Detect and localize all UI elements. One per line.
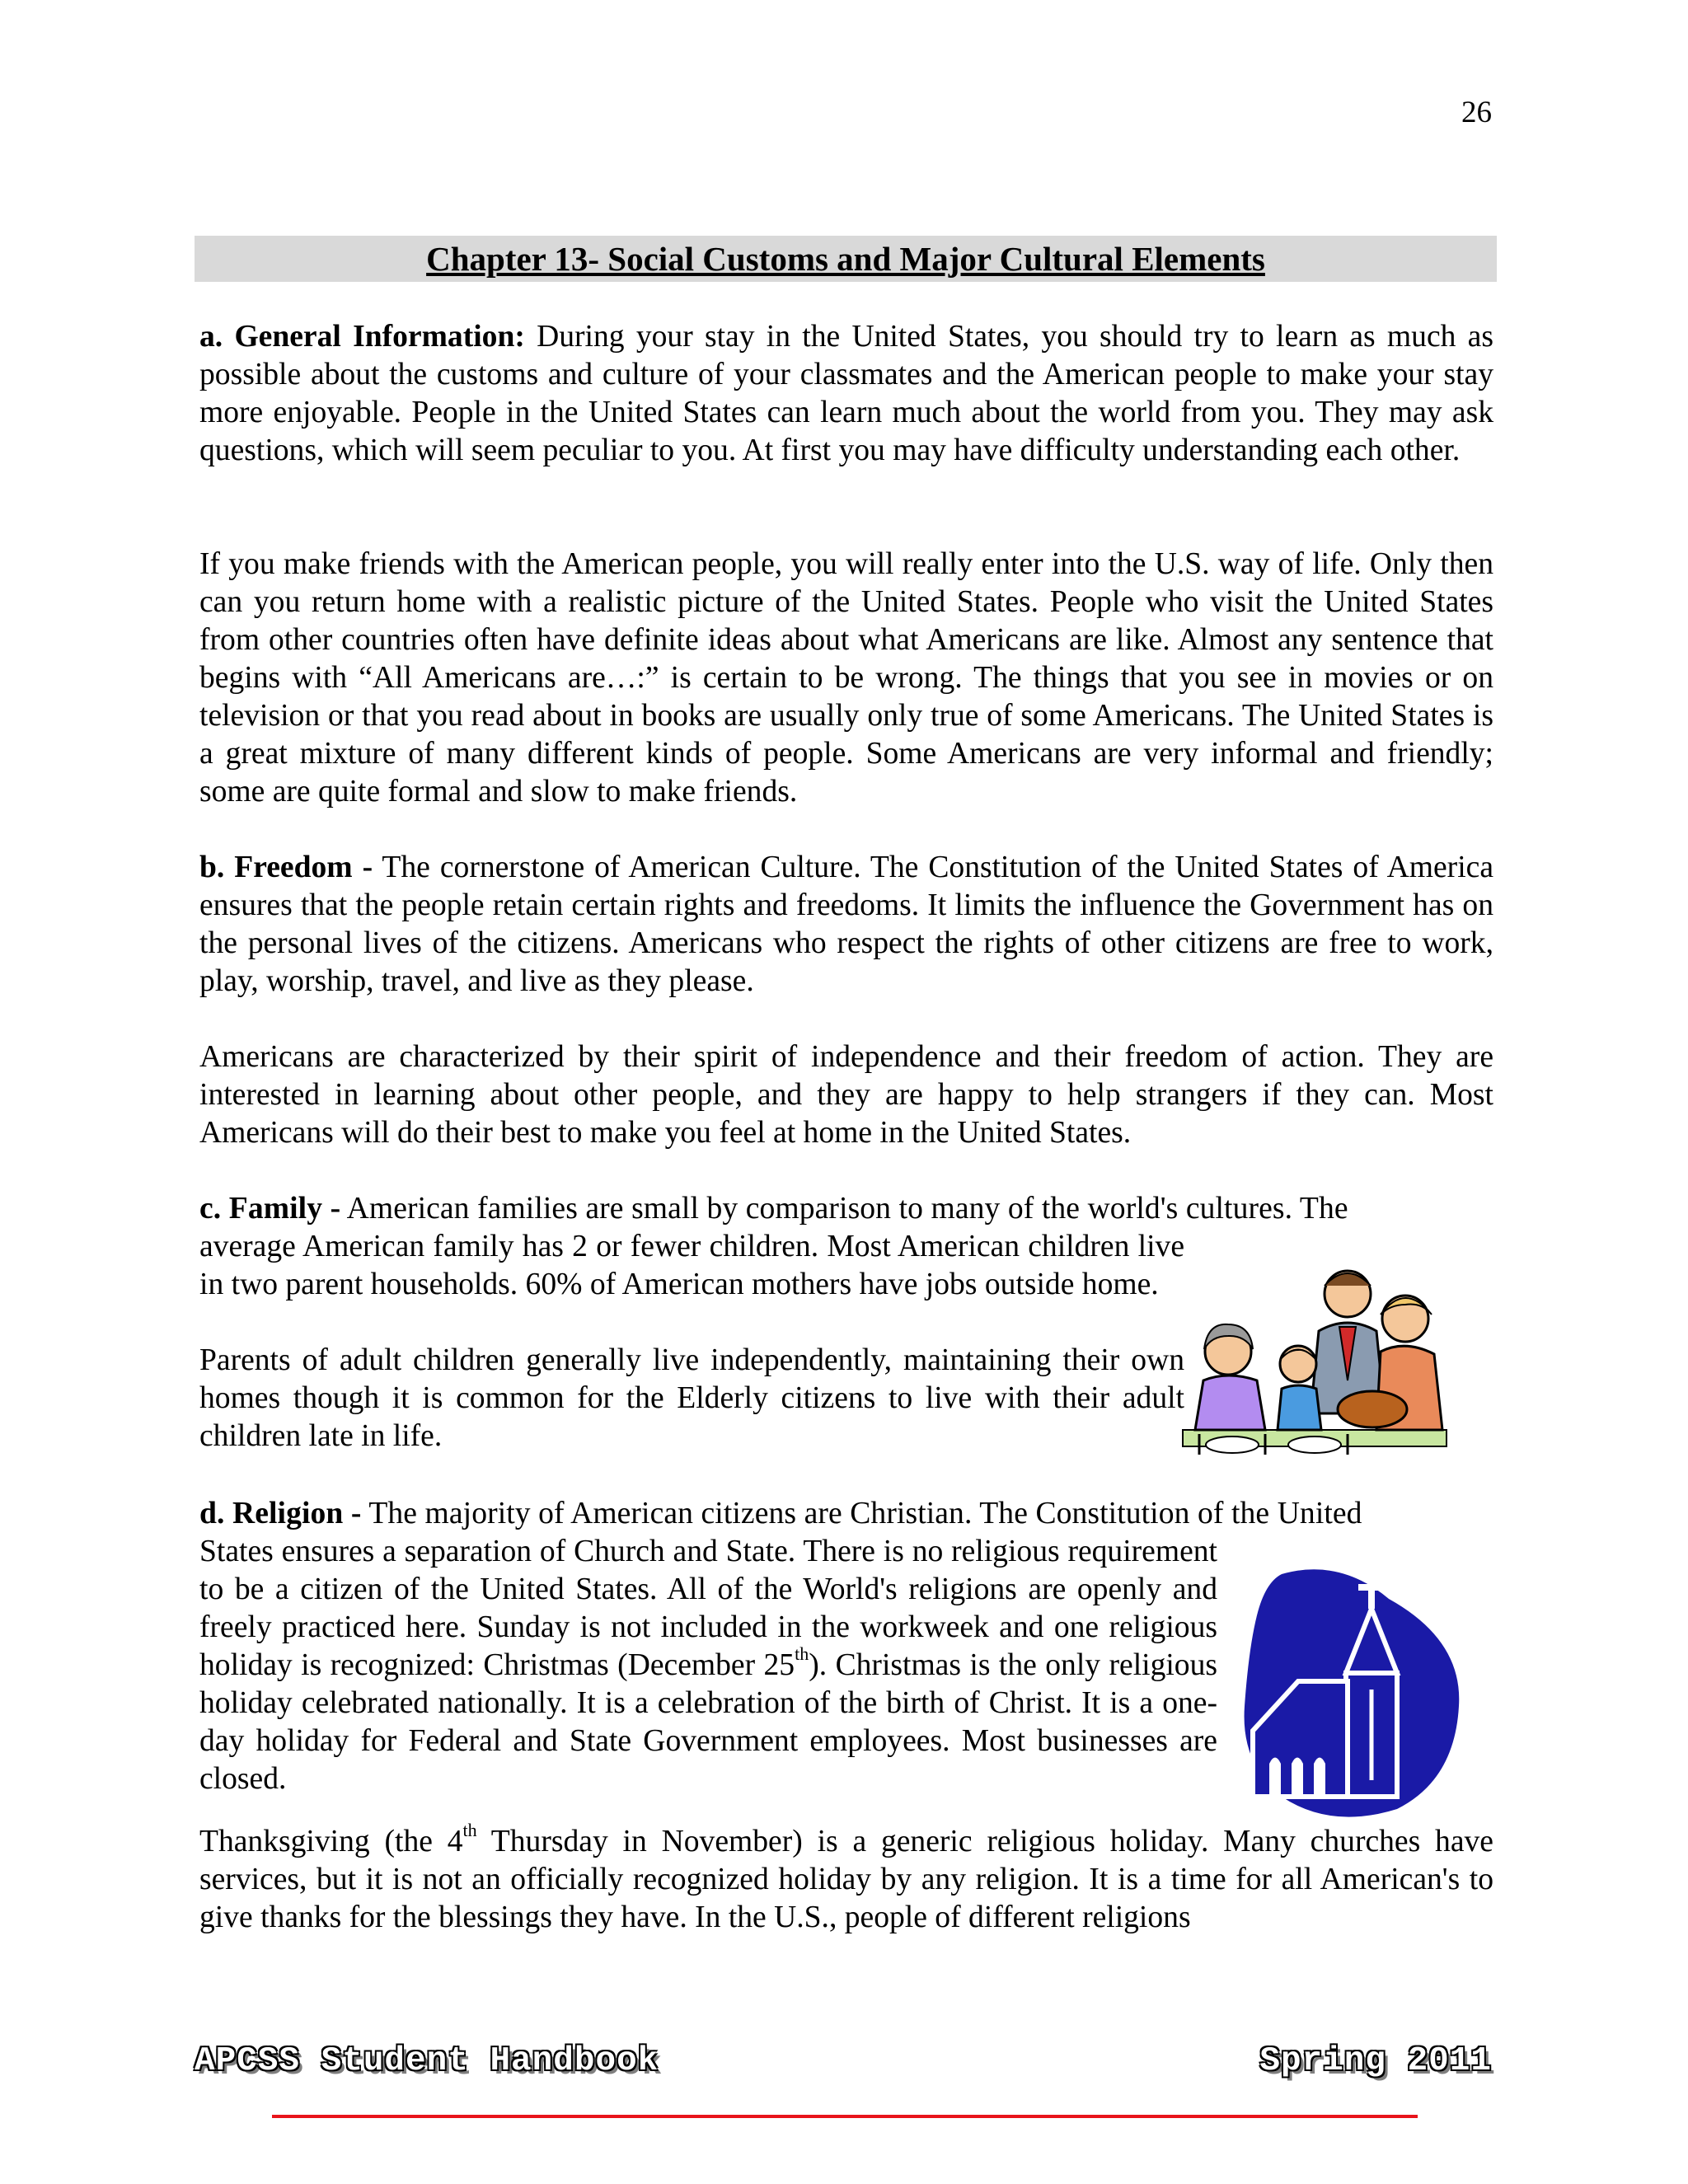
footer-rule [272,2115,1418,2118]
ordinal-suffix: th [795,1643,809,1665]
religion-text-b: ). Christmas is the only religious holiday celebrated nationally. It is a celebration of the birth of Christ. It is a one-day holiday for Federal and State Government employees. Most businesses are closed. [199,1648,1218,1796]
page-number: 26 [1461,96,1492,129]
family-dinner-illustration [1175,1257,1459,1463]
family-text-line1: American families are small by comparison to many of the world's cultures. The [340,1192,1348,1226]
family-label: c. Family - [199,1192,341,1226]
thanksgiving-paragraph [199,1820,1493,1937]
general-info-text: During your stay in the United States, you should try to learn as much as possible about the customs and culture of your classmates and the American people to make your stay more enjoyable. People in the United States can learn much about the world from you. They may ask questions, which will seem peculiar to you. At first you may have difficulty understanding each other. [199,320,1493,467]
freedom-text: The cornerstone of American Culture. The Constitution of the United States of America ensures that the people retain certain rights and freedoms. It limits the influence the Government has on the personal lives of the citizens. Americans who respect the rights of other citizens are free to work, play, worship, travel, and live as they please. [199,851,1493,998]
religion-text-a: States ensures a separation of Church and State. There is no religious requirement to be a citizen of the United States. All of the World's religions are openly and freely practiced here. Sunday is not included in the workweek and one religious holiday is recognized: Christmas (December 25 [199,1535,1217,1682]
freedom-paragraph-2: Americans are characterized by their spirit of independence and their freedom of action. They are interested in learning about other people, and they are happy to help strangers if they can. Most Americans will do their best to make you feel at home in the United States. [199,1040,1493,1150]
thanksgiving-text-a: Thanksgiving (the 4 [199,1825,463,1858]
religion-text-line1: The majority of American citizens are Christian. The Constitution of the United [361,1497,1362,1530]
family-paragraph: average American family has 2 or fewer children. Most American children live in two parent households. 60% of American mothers have jobs outside home. [199,1230,1184,1301]
church-illustration [1232,1566,1471,1821]
freedom-paragraph [199,849,1493,1001]
footer-term: Spring 2011 [1259,2042,1492,2080]
general-info-paragraph-2: If you make friends with the American people, you will really enter into the U.S. way of life. Only then can you return home with a realistic picture of the United States. People who visit the United States from other countries often have definite ideas about what Americans are like. Almost any sentence that begins with “All Americans are…:” is certain to be wrong. The things that you see in movies or on television or that you read about in books are usually only true of some Americans. The United States is a great mixture of many different kinds of people. Some Americans are very informal and friendly; some are quite formal and slow to make friends. [199,547,1493,808]
thanksgiving-text-b: Thursday in November) is a generic religious holiday. Many churches have services, but it is not an officially recognized holiday by any religion. It is a time for all American's to give thanks for the blessings they have. In the U.S., people of different religions [199,1825,1493,1934]
family-first-line [199,1190,1493,1228]
religion-label: d. Religion - [199,1497,362,1530]
general-info-paragraph [199,318,1493,470]
religion-paragraph [199,1533,1217,1798]
chapter-title: Chapter 13- Social Customs and Major Cultural Elements [426,240,1265,278]
general-info-label: a. General Information: [199,320,525,354]
freedom-label: b. Freedom - [199,851,373,884]
ordinal-suffix-2: th [462,1820,477,1841]
religion-first-line [199,1495,1493,1533]
footer-handbook-title: APCSS Student Handbook [195,2042,659,2080]
family-paragraph-2: Parents of adult children generally live independently, maintaining their own homes though it is common for the Elderly citizens to live with their adult children late in life. [199,1343,1184,1453]
